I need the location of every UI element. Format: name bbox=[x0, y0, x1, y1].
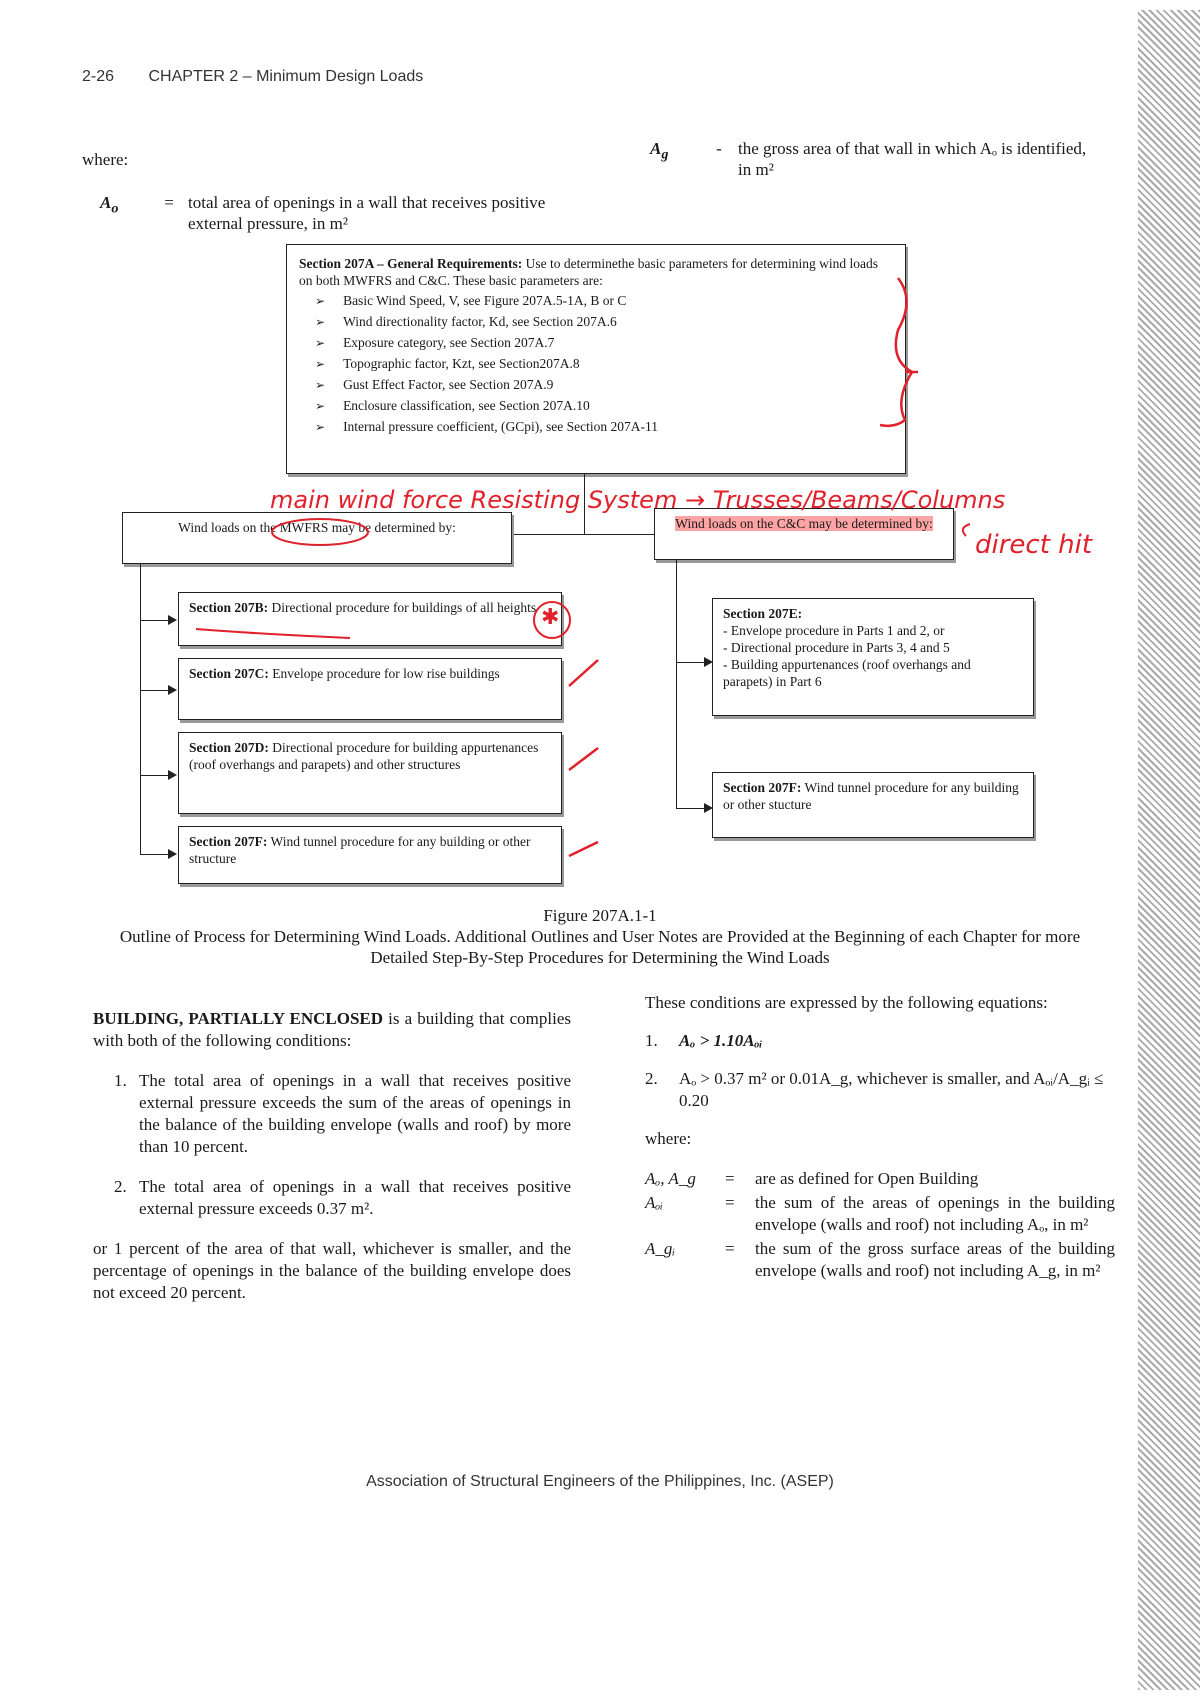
partially-enclosed-definition: BUILDING, PARTIALLY ENCLOSED is a building that complies with both of the following conditions: 1. The total area of openings in a wall that receives positive external pressure exceeds the sum of the areas of openings in the balance of the building envelope (walls and roof) by more than 10 percent. 2. The total area of openings in a wall that receives positive external pressure exceeds 0.37 m². or 1 percent of the area of that wall, whichever is smaller, and the percentage of openings in the balance of the building envelope does not exceed 20 percent. bbox=[93, 1008, 571, 1322]
list-item: 1. The total area of openings in a wall that receives positive external pressure exceeds the sum of the areas of openings in the balance of the building envelope (walls and roof) by more than 10 percent. bbox=[131, 1070, 571, 1158]
check-mark bbox=[569, 660, 598, 686]
page-number: 2-26 bbox=[82, 68, 115, 85]
equation-2: 2. Aₒ > 0.37 m² or 0.01A_g, whichever is smaller, and Aₒᵢ/A_gᵢ ≤ 0.20 bbox=[645, 1069, 1104, 1110]
page-footer: Association of Structural Engineers of the Philippines, Inc. (ASEP) bbox=[366, 1473, 834, 1490]
where-label: where: bbox=[645, 1129, 692, 1148]
definition-row: Aₒ, A_g = are as defined for Open Building bbox=[645, 1169, 979, 1188]
figure-description: Outline of Process for Determining Wind Loads. Additional Outlines and User Notes are Provided at the Beginning of each Chapter for more Detailed Step-By-Step Procedures for Determining the Wind Loads bbox=[119, 927, 1081, 967]
figure-caption bbox=[90, 905, 1110, 968]
section-207d-box: Section 207D: Directional procedure for building appurtenances (roof overhangs and parapets) and other structures bbox=[178, 732, 562, 814]
definition-ao: $A_o$ = total area of openings in a wall that receives positive external pressure, in m² bbox=[100, 192, 560, 234]
scan-edge bbox=[1138, 10, 1200, 1690]
arrow-mark bbox=[963, 524, 970, 536]
definition-ag: $A_g$ - the gross area of that wall in which Aₒ is identified, in m² bbox=[650, 138, 1100, 180]
closing-paragraph: or 1 percent of the area of that wall, whichever is smaller, and the percentage of openings in the balance of the building envelope does not exceed 20 percent. bbox=[93, 1239, 571, 1302]
check-mark bbox=[569, 748, 598, 770]
list-item: ➢ Exposure category, see Section 207A.7 bbox=[315, 334, 893, 352]
section-207f-box-left: Section 207F: Wind tunnel procedure for any building or other structure bbox=[178, 826, 562, 884]
section-207e-box: Section 207E: - Envelope procedure in Parts 1 and 2, or - Directional procedure in Parts 3, 4 and 5 - Building appurtenances (roof overhangs and parapets) in Part 6 bbox=[712, 598, 1034, 716]
chapter-title: CHAPTER 2 – Minimum Design Loads bbox=[148, 68, 424, 85]
where-label: where: bbox=[82, 150, 129, 169]
cc-box-text: Wind loads on the C&C may be determined by: bbox=[675, 516, 933, 531]
symbol-ao: $A_o$ bbox=[100, 193, 119, 217]
equation-1: 1. Aₒ > 1.10Aₒᵢ bbox=[645, 1031, 763, 1050]
definition-ao-text: total area of openings in a wall that receives positive external pressure, in m² bbox=[188, 193, 546, 233]
brace-mark bbox=[880, 278, 912, 426]
mwfrs-box: Wind loads on the MWFRS may be determined by: bbox=[122, 512, 512, 564]
list-item: ➢ Basic Wind Speed, V, see Figure 207A.5-1A, B or C bbox=[315, 292, 893, 310]
general-requirements-title: Section 207A – General Requirements: bbox=[299, 256, 523, 271]
underline-mark bbox=[196, 629, 350, 638]
list-item: ➢ Topographic factor, Kzt, see Section207A.8 bbox=[315, 355, 893, 373]
list-item: ➢ Enclosure classification, see Section 207A.10 bbox=[315, 397, 893, 415]
list-item: ➢ Internal pressure coefficient, (GCpi), see Section 207A-11 bbox=[315, 418, 893, 436]
list-item: ➢ Gust Effect Factor, see Section 207A.9 bbox=[315, 376, 893, 394]
section-207b-box: Section 207B: Directional procedure for buildings of all heights bbox=[178, 592, 562, 646]
list-item: 2. The total area of openings in a wall that receives positive external pressure exceeds 0.37 m². bbox=[131, 1176, 571, 1220]
check-mark bbox=[569, 842, 598, 856]
figure-title: Figure 207A.1-1 bbox=[543, 906, 657, 925]
section-207c-box: Section 207C: Envelope procedure for low rise buildings bbox=[178, 658, 562, 720]
definition-row: Aₒᵢ = the sum of the areas of openings in the building envelope (walls and roof) not including Aₒ, in m² bbox=[645, 1193, 1115, 1234]
asterisk-note: ✱ bbox=[541, 605, 560, 630]
symbol-ag: $A_g$ bbox=[650, 139, 669, 163]
equations-intro: These conditions are expressed by the following equations: bbox=[645, 993, 1048, 1012]
definition-ag-text: the gross area of that wall in which Aₒ is identified, in m² bbox=[738, 139, 1087, 179]
list-item: ➢ Wind directionality factor, Kd, see Section 207A.6 bbox=[315, 313, 893, 331]
mwfrs-circle bbox=[272, 519, 368, 545]
definition-row: A_gᵢ = the sum of the gross surface areas of the building envelope (walls and roof) not including A_g, in m² bbox=[645, 1239, 1115, 1280]
main-wind-note: main wind force Resisting System → Trusses/Beams/Columns bbox=[270, 486, 1006, 514]
general-requirements-intro: Use to determinethe basic parameters for determining wind loads on both MWFRS and C&C. These basic parameters are: bbox=[299, 256, 878, 288]
direct-hit-note: direct hit bbox=[975, 530, 1093, 560]
term-building-partially-enclosed: BUILDING, PARTIALLY ENCLOSED bbox=[93, 1009, 384, 1028]
equations-column bbox=[645, 992, 1115, 1282]
section-207f-box-right: Section 207F: Wind tunnel procedure for any building or other stucture bbox=[712, 772, 1034, 838]
